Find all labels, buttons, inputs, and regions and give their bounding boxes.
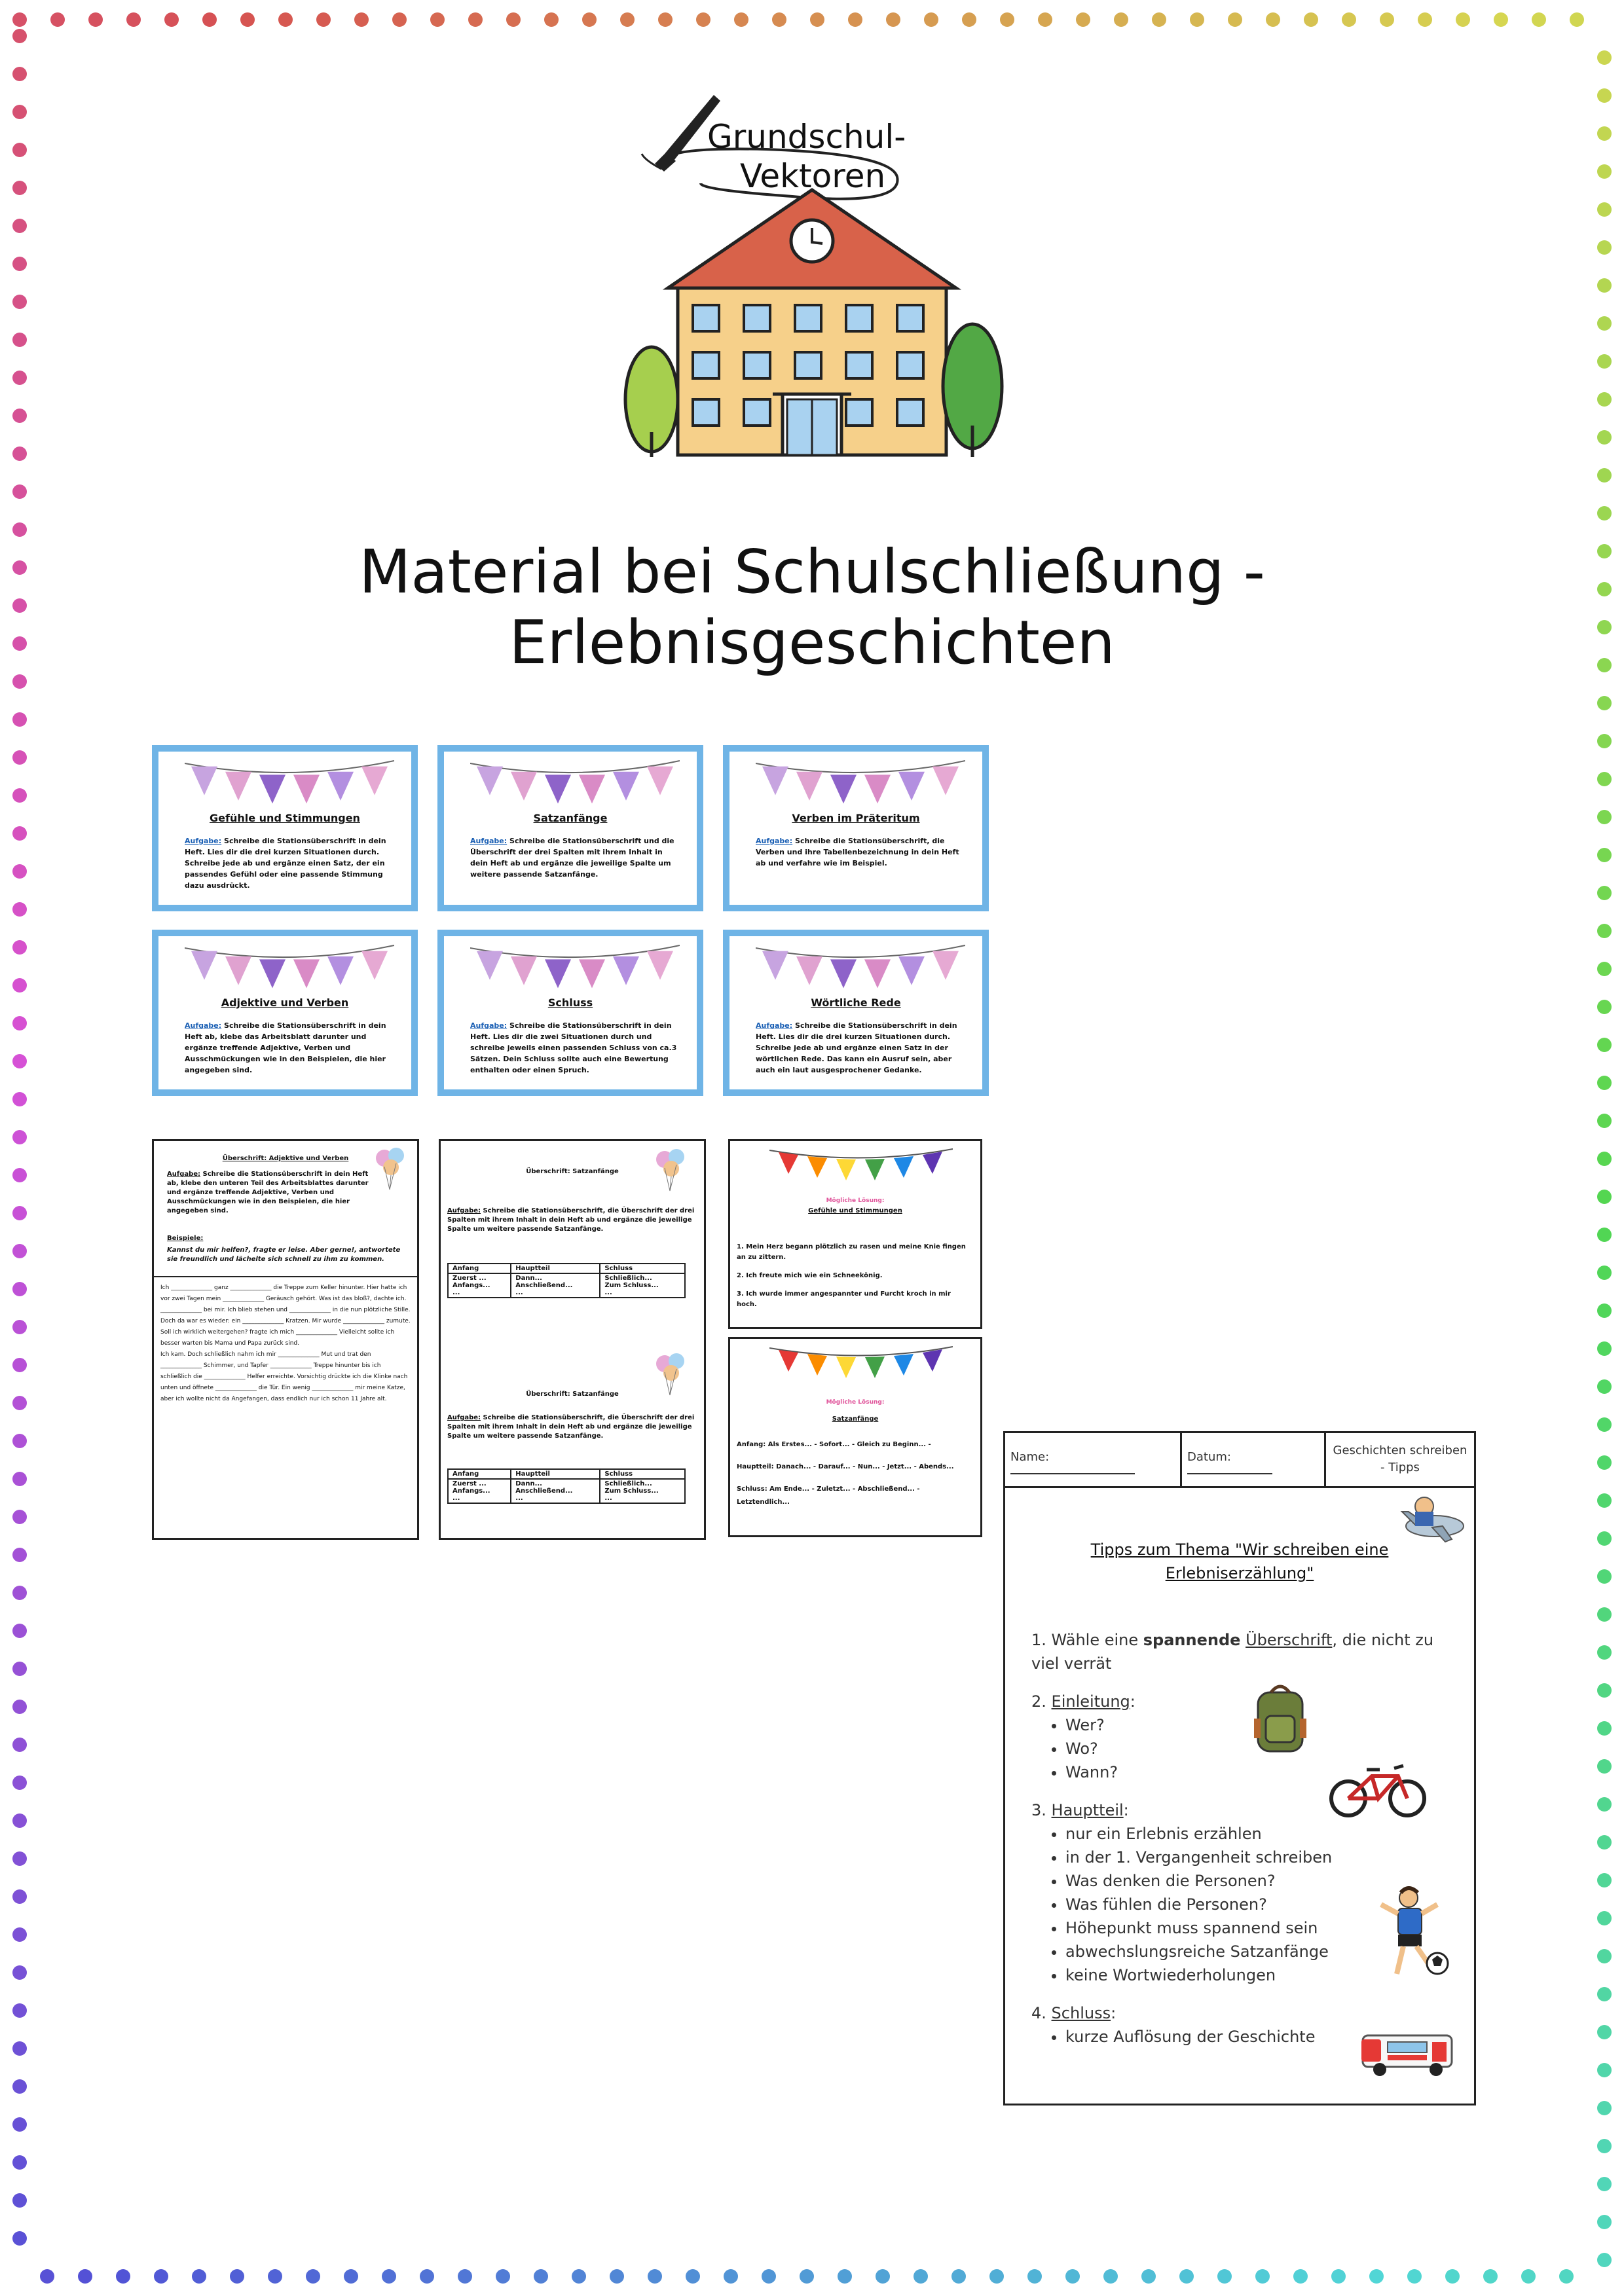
tip-1: 1. Wähle eine spannende Überschrift, die nicht zu viel verrät <box>1031 1631 1434 1673</box>
frame-dot <box>772 12 786 27</box>
frame-dot <box>1228 12 1242 27</box>
frame-dot <box>12 1851 27 1866</box>
logo <box>616 92 1008 465</box>
frame-dot <box>924 12 938 27</box>
frame-dot <box>1597 1569 1612 1584</box>
frame-dot <box>192 2269 206 2284</box>
frame-dot <box>116 2269 130 2284</box>
solution-sheet-gefuehle <box>728 1139 982 1329</box>
solution-heading: Gefühle und Stimmungen <box>808 1207 902 1214</box>
frame-dot <box>12 1586 27 1600</box>
frame-dot <box>126 12 141 27</box>
frame-dot <box>1521 2269 1536 2284</box>
frame-dot <box>1597 696 1612 710</box>
frame-dot <box>1597 1949 1612 1963</box>
frame-dot <box>12 2231 27 2246</box>
frame-dot <box>12 1624 27 1638</box>
frame-dot <box>1597 1379 1612 1394</box>
frame-dot <box>12 333 27 347</box>
frame-dot <box>468 12 483 27</box>
frame-dot <box>1597 658 1612 672</box>
frame-dot <box>1597 1455 1612 1470</box>
frame-dot <box>12 1434 27 1448</box>
frame-dot <box>620 12 635 27</box>
frame-dot <box>1152 12 1166 27</box>
frame-dot <box>12 1965 27 1980</box>
frame-dot <box>610 2269 624 2284</box>
frame-dot <box>1532 12 1546 27</box>
frame-dot <box>12 12 27 27</box>
frame-dot <box>1570 12 1584 27</box>
frame-dot <box>1342 12 1356 27</box>
title-line1: Material bei Schulschließung - <box>359 537 1265 607</box>
frame-dot <box>1293 2269 1308 2284</box>
satzanfaenge-table-2: Anfang Hauptteil Schluss Zuerst ... Anfangs... ... Dann... Anschließend... ... Schließlich... Zum Schluss... ... <box>447 1468 686 1504</box>
title-line2: Erlebnisgeschichten <box>509 608 1115 678</box>
frame-dot <box>1597 2025 1612 2039</box>
sheet-heading: Überschrift: Adjektive und Verben <box>222 1155 349 1162</box>
tip-3: 3. Hauptteil: • nur ein Erlebnis erzählen • in der 1. Vergangenheit schreiben • Was denken die Personen? • Was fühlen die Personen? • Höhepunkt muss spannend sein • abwechslungsreiche Satzanfänge • keine Wortwiederholungen <box>1031 1798 1450 1987</box>
station-task: Aufgabe: Schreibe die Stationsüberschrift in dein Heft ab, klebe das Arbeitsblatt darunter und ergänze treffende Adjektive, Verben und Ausschmückungen wie in den Beispielen, die hier angegeben sind. <box>185 1021 386 1074</box>
frame-dot <box>1597 962 1612 976</box>
frame-dot <box>12 446 27 461</box>
frame-dot <box>12 2155 27 2170</box>
frame-dot <box>12 1320 27 1334</box>
frame-dot <box>12 1776 27 1790</box>
station-card <box>152 930 418 1096</box>
frame-dot <box>1597 50 1612 65</box>
frame-dot <box>12 1813 27 1828</box>
frame-dot <box>1597 1721 1612 1736</box>
sheet-heading-2: Überschrift: Satzanfänge <box>526 1391 619 1398</box>
frame-dot <box>12 1244 27 1258</box>
frame-dot <box>1000 12 1014 27</box>
frame-dot <box>1597 1797 1612 1812</box>
frame-dot <box>1597 810 1612 824</box>
frame-dot <box>1304 12 1318 27</box>
backpack-icon <box>1247 1679 1313 1758</box>
frame-dot <box>848 12 862 27</box>
frame-dot <box>1597 1038 1612 1052</box>
frame-dot <box>1255 2269 1270 2284</box>
frame-dot <box>1445 2269 1460 2284</box>
date-field: Datum: <box>1182 1433 1326 1486</box>
frame-dot <box>382 2269 396 2284</box>
frame-dot <box>1597 354 1612 369</box>
frame-dot <box>1597 240 1612 255</box>
worksheet-satzanfaenge <box>439 1139 706 1540</box>
topic-label: Geschichten schreiben - Tipps <box>1333 1444 1467 1474</box>
tip-4: 4. Schluss: • kurze Auflösung der Geschichte <box>1031 2001 1450 2049</box>
frame-dot <box>344 2269 358 2284</box>
frame-dot <box>12 826 27 841</box>
frame-dot <box>1141 2269 1156 2284</box>
frame-dot <box>12 712 27 727</box>
frame-dot <box>278 12 293 27</box>
frame-dot <box>648 2269 662 2284</box>
frame-dot <box>1597 430 1612 445</box>
frame-dot <box>951 2269 966 2284</box>
frame-dot <box>430 12 445 27</box>
station-card <box>437 745 703 911</box>
frame-dot <box>12 67 27 81</box>
solution-label: Mögliche Lösung: <box>826 1197 885 1204</box>
frame-dot <box>496 2269 510 2284</box>
frame-dot <box>1559 2269 1574 2284</box>
frame-dot <box>686 2269 700 2284</box>
frame-dot <box>1369 2269 1384 2284</box>
frame-dot <box>1597 468 1612 483</box>
tip-2: 2. Einleitung: • Wer? • Wo? • Wann? <box>1031 1690 1450 1784</box>
frame-dot <box>1597 1341 1612 1356</box>
frame-dot <box>1597 734 1612 748</box>
frame-dot <box>12 1700 27 1714</box>
frame-dot <box>1597 2177 1612 2191</box>
frame-dot <box>696 12 710 27</box>
bunting-flags-icon <box>756 941 965 994</box>
frame-dot <box>1114 12 1128 27</box>
station-task: Aufgabe: Schreibe die Stationsüberschrift und die Überschrift der drei Spalten mit ihrem Inhalt in dein Heft ab und ergänze die jeweilige Spalte um weitere passende Satzanfänge. <box>470 837 674 879</box>
frame-dot <box>1076 12 1090 27</box>
frame-dot <box>800 2269 814 2284</box>
tips-title: Tipps zum Thema "Wir schreiben eine Erlebniserzählung" <box>1090 1540 1389 1582</box>
frame-dot <box>12 1472 27 1486</box>
station-task: Aufgabe: Schreibe die Stationsüberschrift in dein Heft. Lies dir die drei kurzen Situationen durch. Schreibe jede ab und ergänze einen Satz in der wörtlichen Rede. Das kann ein Ausruf sein, aber auch ein laut ausgesprochener Gedanke. <box>756 1021 957 1074</box>
frame-dot <box>1103 2269 1118 2284</box>
frame-dot <box>962 12 976 27</box>
station-title: Wörtliche Rede <box>811 996 901 1009</box>
frame-dot <box>12 1396 27 1410</box>
football-player-icon <box>1372 1885 1450 1983</box>
frame-dot <box>1065 2269 1080 2284</box>
frame-dot <box>1407 2269 1422 2284</box>
frame-dot <box>658 12 673 27</box>
frame-dot <box>544 12 559 27</box>
frame-dot <box>1217 2269 1232 2284</box>
airplane-icon <box>1395 1492 1467 1544</box>
frame-dot <box>1179 2269 1194 2284</box>
frame-dot <box>12 750 27 765</box>
station-task: Aufgabe: Schreibe die Stationsüberschrift, die Verben und ihre Tabellenbezeichnung in dein Heft ab und verfahre wie im Beispiel. <box>756 837 959 867</box>
frame-dot <box>12 1282 27 1296</box>
station-card <box>723 930 989 1096</box>
sheet-task: Aufgabe: Schreibe die Stationsüberschrift in dein Heft ab, klebe den unteren Teil des Arbeitsblattes darunter und ergänze treffende Adjektive, Verben und Ausschmückungen wie in den Beispielen, die hier angegeben sind. <box>167 1171 369 1214</box>
frame-dot <box>534 2269 548 2284</box>
tips-header <box>1005 1433 1474 1488</box>
frame-dot <box>306 2269 320 2284</box>
frame-dot <box>1597 1987 1612 2001</box>
frame-dot <box>1597 1266 1612 1280</box>
frame-dot <box>12 598 27 613</box>
frame-dot <box>1597 772 1612 786</box>
frame-dot <box>1597 1152 1612 1166</box>
frame-dot <box>12 2041 27 2056</box>
frame-dot <box>1266 12 1280 27</box>
frame-dot <box>913 2269 928 2284</box>
frame-dot <box>1597 88 1612 103</box>
bunting-flags-icon <box>470 757 680 809</box>
solution-heading: Satzanfänge <box>832 1415 879 1423</box>
solution-label: Mögliche Lösung: <box>826 1399 885 1406</box>
station-title: Schluss <box>547 996 593 1009</box>
frame-dot <box>12 1927 27 1942</box>
sheet-task-2: Aufgabe: Schreibe die Stationsüberschrift, die Überschrift der drei Spalten mit ihrem Inhalt in dein Heft ab und ergänze die jeweilige Spalte um weitere passende Satzanfänge. <box>447 1414 695 1440</box>
station-card <box>152 745 418 911</box>
frame-dot <box>12 105 27 119</box>
station-title: Verben im Präteritum <box>792 812 920 824</box>
frame-dot <box>762 2269 776 2284</box>
frame-dot <box>12 1548 27 1562</box>
frame-dot <box>12 902 27 917</box>
frame-dot <box>12 560 27 575</box>
frame-dot <box>1597 1835 1612 1850</box>
frame-dot <box>458 2269 472 2284</box>
station-title: Gefühle und Stimmungen <box>210 812 360 824</box>
frame-dot <box>12 1168 27 1182</box>
frame-dot <box>1483 2269 1498 2284</box>
frame-dot <box>12 257 27 271</box>
frame-dot <box>12 219 27 233</box>
frame-dot <box>40 2269 54 2284</box>
frame-dot <box>12 1358 27 1372</box>
camper-van-icon <box>1359 2026 1457 2079</box>
frame-dot <box>12 674 27 689</box>
name-field: Name: <box>1005 1433 1182 1486</box>
frame-dot <box>838 2269 852 2284</box>
example-text: Kannst du mir helfen?, fragte er leise. Aber gerne!, antwortete sie freundlich und lächelte sich schnell zu ihm zu kommen. <box>167 1247 401 1263</box>
frame-dot <box>1597 1076 1612 1090</box>
frame-dot <box>12 1016 27 1030</box>
bunting-flags-icon <box>769 1146 953 1186</box>
bunting-flags-icon <box>756 757 965 809</box>
frame-dot <box>1597 1228 1612 1242</box>
frame-dot <box>572 2269 586 2284</box>
solution-lines: Anfang: Als Erstes... - Sofort... - Gleich zu Beginn... - Hauptteil: Danach... - Darauf... - Nun... - Jetzt... - Abends... Schluss: Am Ende... - Zuletzt... - Abschließend... - Letztendlich... <box>737 1441 954 1506</box>
frame-dot <box>1597 1493 1612 1508</box>
frame-dot <box>420 2269 434 2284</box>
frame-dot <box>50 12 65 27</box>
frame-dot <box>12 1738 27 1752</box>
frame-dot <box>12 978 27 993</box>
frame-dot <box>1190 12 1204 27</box>
frame-dot <box>1597 126 1612 141</box>
frame-dot <box>1597 1190 1612 1204</box>
frame-dot <box>1027 2269 1042 2284</box>
frame-dot <box>1597 506 1612 520</box>
logo-line2: Vektoren <box>740 157 886 195</box>
frame-dot <box>12 484 27 499</box>
frame-dot <box>1597 1607 1612 1622</box>
sheet-task-1: Aufgabe: Schreibe die Stationsüberschrift, die Überschrift der drei Spalten mit ihrem Inhalt in dein Heft ab und ergänze die jeweilige Spalte um weitere passende Satzanfänge. <box>447 1207 695 1233</box>
frame-dot <box>1597 2253 1612 2267</box>
bunting-flags-icon <box>769 1344 953 1383</box>
frame-dot <box>12 2079 27 2094</box>
frame-dot <box>12 2117 27 2132</box>
frame-dot <box>12 143 27 157</box>
frame-dot <box>12 1510 27 1524</box>
frame-dot <box>316 12 331 27</box>
frame-dot <box>12 181 27 195</box>
frame-dot <box>12 1662 27 1676</box>
balloons-icon <box>371 1145 411 1191</box>
frame-dot <box>354 12 369 27</box>
frame-dot <box>12 940 27 955</box>
frame-dot <box>164 12 179 27</box>
frame-dot <box>1597 278 1612 293</box>
frame-dot <box>1597 1873 1612 1887</box>
frame-dot <box>12 1130 27 1144</box>
frame-dot <box>1597 848 1612 862</box>
frame-dot <box>1597 1683 1612 1698</box>
frame-dot <box>1597 1303 1612 1318</box>
frame-dot <box>734 12 748 27</box>
frame-dot <box>12 2193 27 2208</box>
frame-dot <box>12 636 27 651</box>
frame-dot <box>1038 12 1052 27</box>
frame-dot <box>724 2269 738 2284</box>
frame-dot <box>392 12 407 27</box>
frame-dot <box>1597 1759 1612 1774</box>
frame-dot <box>1597 2101 1612 2115</box>
frame-dot <box>12 409 27 423</box>
frame-dot <box>1597 544 1612 558</box>
frame-dot <box>1597 1645 1612 1660</box>
station-card <box>723 745 989 911</box>
frame-dot <box>154 2269 168 2284</box>
satzanfaenge-table-1: Anfang Hauptteil Schluss Zuerst ... Anfangs... ... Dann... Anschließend... ... Schließlich... Zum Schluss... ... <box>447 1263 686 1298</box>
frame-dot <box>1597 886 1612 900</box>
bunting-flags-icon <box>185 941 394 994</box>
frame-dot <box>12 788 27 803</box>
frame-dot <box>989 2269 1004 2284</box>
frame-dot <box>1418 12 1432 27</box>
station-task: Aufgabe: Schreibe die Stationsüberschrift in dein Heft. Lies dir die zwei Situationen durch und schreibe jeweils einen passenden Schluss von ca.3 Sätzen. Dein Schluss sollte auch eine Bewertung enthalten oder einen Spruch. <box>470 1021 677 1074</box>
frame-dot <box>1380 12 1394 27</box>
frame-dot <box>12 522 27 537</box>
station-task: Aufgabe: Schreibe die Stationsüberschrift in dein Heft. Lies dir die drei kurzen Situationen durch. Schreibe jede ab und ergänze einen Satz, der ein passendes Gefühl oder eine passende Stimmung dazu ausdrückt. <box>185 837 386 890</box>
frame-dot <box>1597 1417 1612 1432</box>
frame-dot <box>1331 2269 1346 2284</box>
tips-worksheet <box>1003 1431 1476 2105</box>
frame-dot <box>268 2269 282 2284</box>
frame-dot <box>78 2269 92 2284</box>
frame-dot <box>1597 924 1612 938</box>
example-label: Beispiele: <box>167 1235 204 1242</box>
tips-list <box>1031 1628 1450 2063</box>
frame-dot <box>1597 316 1612 331</box>
frame-dot <box>810 12 824 27</box>
logo-line1: Grundschul- <box>707 118 906 156</box>
frame-dot <box>582 12 597 27</box>
frame-dot <box>12 29 27 43</box>
frame-dot <box>1597 620 1612 634</box>
frame-dot <box>1597 2139 1612 2153</box>
frame-dot <box>88 12 103 27</box>
frame-dot <box>1597 1114 1612 1128</box>
frame-dot <box>1597 582 1612 596</box>
station-title: Adjektive und Verben <box>221 996 349 1009</box>
solution-sheet-satzanfaenge <box>728 1337 982 1537</box>
frame-dot <box>12 295 27 309</box>
station-card <box>437 930 703 1096</box>
frame-dot <box>886 12 900 27</box>
frame-dot <box>12 1054 27 1068</box>
worksheet-adjektive <box>152 1139 419 1540</box>
frame-dot <box>1494 12 1508 27</box>
frame-dot <box>12 1889 27 1904</box>
frame-dot <box>1597 392 1612 407</box>
frame-dot <box>1456 12 1470 27</box>
cloze-text: Ich ______________ ganz ______________ die Treppe zum Keller hinunter. Hier hatte ich vor zwei Tagen mein ______________ Geräusch gehört. Was ist das bloß?, dachte ich. ______________ bei mir. Ich blieb stehen und ______________ in die nun plötzliche Stille. Doch da war es wieder: ein ______________ Kratzen. Mir wurde ______________ zumute. Soll ich wirklich weitergehen? fragte ich mich ______________ Vielleicht sollte ich besser warten bis Mama und Papa zurück sind. Ich kam. Doch schließlich nahm ich mir ______________ Mut und trat den ______________ Schimmer, und Tapfer ______________ Treppe hinunter bis ich schließlich die ______________ Helfer erreichte. Vorsichtig drückte ich die Klinke nach unten und öffnete ______________ die Tür. Ein wenig ______________ mir meine Katze, aber ich wollte nicht da Angefangen, dass endlich nur ich schon 11 Jahre alt. <box>160 1285 411 1402</box>
frame-dot <box>202 12 217 27</box>
frame-dot <box>12 2003 27 2018</box>
frame-dot <box>12 1092 27 1106</box>
page-title <box>164 537 1460 678</box>
frame-dot <box>876 2269 890 2284</box>
station-title: Satzanfänge <box>533 812 608 824</box>
frame-dot <box>12 371 27 385</box>
frame-dot <box>1597 1000 1612 1014</box>
frame-dot <box>12 1206 27 1220</box>
sheet-heading-1: Überschrift: Satzanfänge <box>526 1168 619 1175</box>
frame-dot <box>1597 202 1612 217</box>
bunting-flags-icon <box>185 757 394 809</box>
solution-items: 1. Mein Herz begann plötzlich zu rasen und meine Knie fingen an zu zittern. 2. Ich freute mich wie ein Schneekönig. 3. Ich wurde immer angespannter und Furcht kroch in mir hoch. <box>737 1243 966 1308</box>
frame-dot <box>1597 1911 1612 1925</box>
frame-dot <box>1597 164 1612 179</box>
frame-dot <box>240 12 255 27</box>
frame-dot <box>506 12 521 27</box>
bunting-flags-icon <box>470 941 680 994</box>
bicycle-icon <box>1326 1754 1431 1819</box>
frame-dot <box>230 2269 244 2284</box>
frame-dot <box>1597 2063 1612 2077</box>
frame-dot <box>12 864 27 879</box>
frame-dot <box>1597 1531 1612 1546</box>
frame-dot <box>1597 2215 1612 2229</box>
